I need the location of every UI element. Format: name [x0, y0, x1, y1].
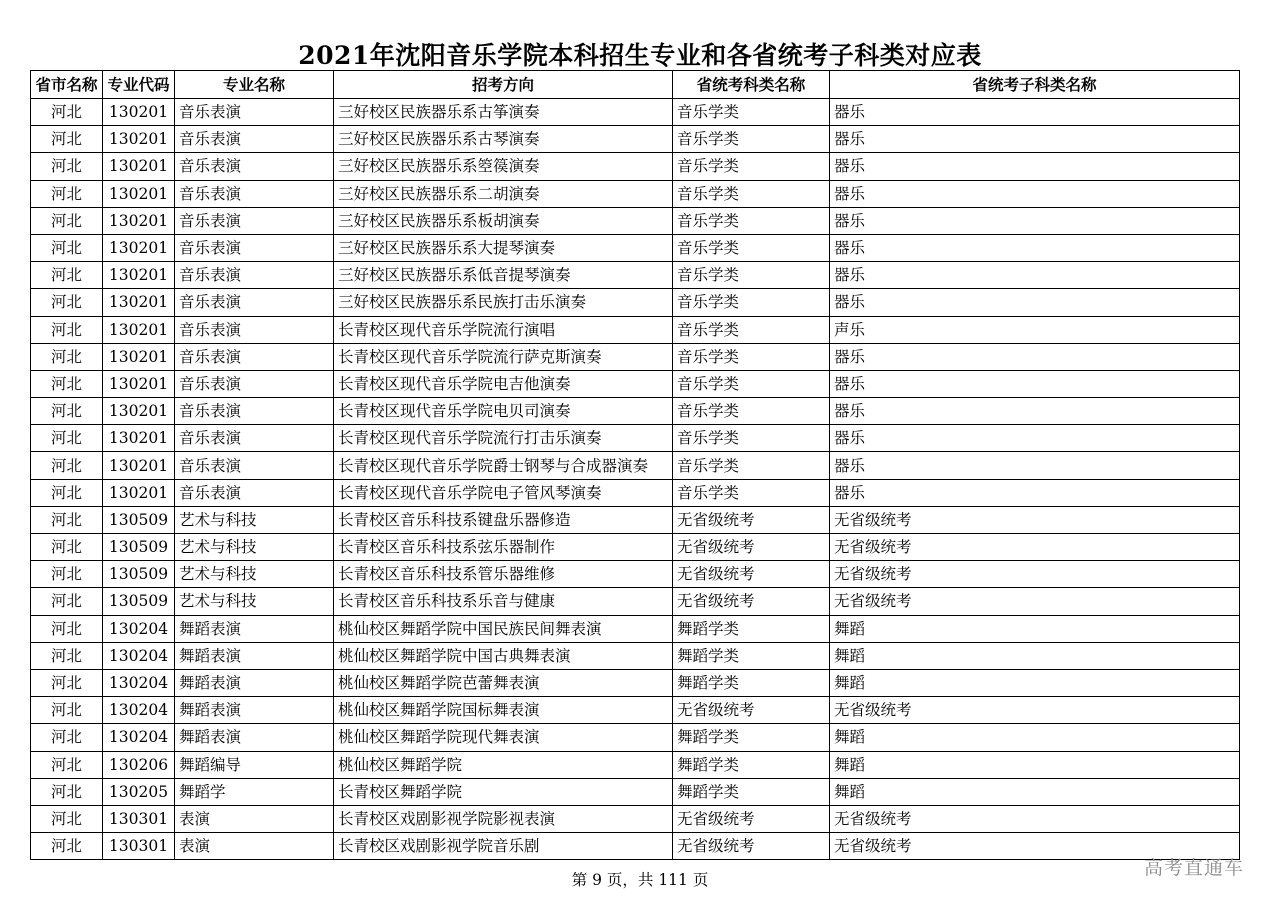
cell-major-code: 130201 [103, 234, 175, 261]
cell-major-name: 音乐表演 [175, 425, 334, 452]
cell-exam-subcategory: 无省级统考 [830, 697, 1240, 724]
document-title: 2021年沈阳音乐学院本科招生专业和各省统考子科类对应表 [298, 41, 982, 70]
cell-major-name: 音乐表演 [175, 234, 334, 261]
cell-direction: 长青校区现代音乐学院流行打击乐演奏 [334, 425, 673, 452]
cell-exam-subcategory: 器乐 [830, 126, 1240, 153]
cell-exam-subcategory: 舞蹈 [830, 751, 1240, 778]
cell-exam-category: 无省级统考 [673, 697, 830, 724]
cell-province: 河北 [31, 669, 103, 696]
cell-exam-subcategory: 器乐 [830, 180, 1240, 207]
cell-major-code: 130509 [103, 506, 175, 533]
cell-exam-category: 无省级统考 [673, 588, 830, 615]
cell-province: 河北 [31, 697, 103, 724]
cell-major-name: 艺术与科技 [175, 534, 334, 561]
cell-direction: 桃仙校区舞蹈学院芭蕾舞表演 [334, 669, 673, 696]
table-row [31, 751, 1240, 778]
cell-province: 河北 [31, 642, 103, 669]
table-row [31, 370, 1240, 397]
admissions-table [30, 70, 1240, 860]
cell-major-code: 130201 [103, 316, 175, 343]
table-row [31, 207, 1240, 234]
cell-exam-subcategory: 器乐 [830, 289, 1240, 316]
cell-major-code: 130201 [103, 452, 175, 479]
cell-direction: 桃仙校区舞蹈学院 [334, 751, 673, 778]
cell-exam-subcategory: 舞蹈 [830, 615, 1240, 642]
page-number: 第 9 页，共 111 页 [571, 871, 709, 889]
table-row [31, 669, 1240, 696]
cell-major-name: 音乐表演 [175, 289, 334, 316]
cell-exam-subcategory: 舞蹈 [830, 669, 1240, 696]
cell-direction: 桃仙校区舞蹈学院中国民族民间舞表演 [334, 615, 673, 642]
table-row [31, 833, 1240, 860]
cell-exam-category: 音乐学类 [673, 262, 830, 289]
cell-major-name: 舞蹈表演 [175, 615, 334, 642]
cell-exam-subcategory: 器乐 [830, 262, 1240, 289]
table-row [31, 99, 1240, 126]
cell-major-code: 130201 [103, 153, 175, 180]
cell-province: 河北 [31, 506, 103, 533]
cell-exam-category: 无省级统考 [673, 805, 830, 832]
cell-exam-category: 音乐学类 [673, 316, 830, 343]
cell-major-name: 音乐表演 [175, 262, 334, 289]
cell-major-name: 表演 [175, 833, 334, 860]
cell-direction: 长青校区现代音乐学院流行萨克斯演奏 [334, 343, 673, 370]
cell-major-code: 130301 [103, 833, 175, 860]
cell-direction: 长青校区现代音乐学院爵士钢琴与合成器演奏 [334, 452, 673, 479]
cell-exam-category: 音乐学类 [673, 343, 830, 370]
cell-exam-category: 音乐学类 [673, 180, 830, 207]
table-row [31, 778, 1240, 805]
cell-major-code: 130204 [103, 669, 175, 696]
cell-exam-subcategory: 无省级统考 [830, 506, 1240, 533]
cell-exam-category: 无省级统考 [673, 534, 830, 561]
cell-exam-subcategory: 器乐 [830, 207, 1240, 234]
cell-exam-category: 音乐学类 [673, 126, 830, 153]
cell-exam-category: 音乐学类 [673, 207, 830, 234]
cell-direction: 三好校区民族器乐系大提琴演奏 [334, 234, 673, 261]
cell-exam-subcategory: 器乐 [830, 452, 1240, 479]
table-row [31, 262, 1240, 289]
cell-exam-subcategory: 舞蹈 [830, 778, 1240, 805]
table-row [31, 697, 1240, 724]
cell-major-code: 130201 [103, 207, 175, 234]
cell-direction: 长青校区音乐科技系管乐器维修 [334, 561, 673, 588]
cell-exam-category: 音乐学类 [673, 99, 830, 126]
cell-major-code: 130201 [103, 289, 175, 316]
table-row [31, 425, 1240, 452]
cell-major-code: 130201 [103, 479, 175, 506]
cell-direction: 三好校区民族器乐系古筝演奏 [334, 99, 673, 126]
cell-province: 河北 [31, 316, 103, 343]
cell-major-code: 130201 [103, 262, 175, 289]
table-row [31, 316, 1240, 343]
table-row [31, 561, 1240, 588]
header-major-name: 专业名称 [175, 71, 334, 99]
cell-exam-subcategory: 无省级统考 [830, 588, 1240, 615]
table-row [31, 642, 1240, 669]
table-row [31, 126, 1240, 153]
cell-major-name: 舞蹈表演 [175, 669, 334, 696]
cell-province: 河北 [31, 262, 103, 289]
cell-exam-subcategory: 无省级统考 [830, 561, 1240, 588]
cell-major-code: 130509 [103, 561, 175, 588]
cell-major-name: 艺术与科技 [175, 588, 334, 615]
cell-exam-subcategory: 器乐 [830, 425, 1240, 452]
cell-major-name: 舞蹈编导 [175, 751, 334, 778]
cell-province: 河北 [31, 615, 103, 642]
cell-direction: 长青校区音乐科技系弦乐器制作 [334, 534, 673, 561]
cell-province: 河北 [31, 126, 103, 153]
table-row [31, 534, 1240, 561]
cell-exam-subcategory: 舞蹈 [830, 724, 1240, 751]
cell-province: 河北 [31, 778, 103, 805]
cell-major-name: 音乐表演 [175, 316, 334, 343]
cell-exam-category: 舞蹈学类 [673, 751, 830, 778]
cell-exam-subcategory: 器乐 [830, 398, 1240, 425]
header-direction: 招考方向 [334, 71, 673, 99]
cell-major-name: 音乐表演 [175, 452, 334, 479]
cell-direction: 桃仙校区舞蹈学院现代舞表演 [334, 724, 673, 751]
cell-direction: 桃仙校区舞蹈学院国标舞表演 [334, 697, 673, 724]
cell-province: 河北 [31, 534, 103, 561]
watermark-text: 高考直通车 [1144, 857, 1245, 879]
cell-major-name: 音乐表演 [175, 126, 334, 153]
cell-major-code: 130206 [103, 751, 175, 778]
cell-province: 河北 [31, 234, 103, 261]
cell-major-code: 130201 [103, 370, 175, 397]
cell-direction: 长青校区戏剧影视学院影视表演 [334, 805, 673, 832]
cell-province: 河北 [31, 561, 103, 588]
cell-major-name: 舞蹈表演 [175, 697, 334, 724]
cell-exam-category: 音乐学类 [673, 370, 830, 397]
cell-province: 河北 [31, 153, 103, 180]
cell-exam-category: 音乐学类 [673, 289, 830, 316]
cell-province: 河北 [31, 805, 103, 832]
cell-major-name: 音乐表演 [175, 370, 334, 397]
cell-province: 河北 [31, 588, 103, 615]
cell-major-name: 艺术与科技 [175, 561, 334, 588]
cell-major-code: 130205 [103, 778, 175, 805]
table-body [31, 99, 1240, 860]
cell-major-code: 130204 [103, 615, 175, 642]
cell-exam-subcategory: 舞蹈 [830, 642, 1240, 669]
cell-direction: 长青校区戏剧影视学院音乐剧 [334, 833, 673, 860]
cell-exam-subcategory: 无省级统考 [830, 805, 1240, 832]
cell-direction: 长青校区音乐科技系乐音与健康 [334, 588, 673, 615]
cell-exam-category: 音乐学类 [673, 479, 830, 506]
cell-exam-category: 舞蹈学类 [673, 615, 830, 642]
cell-exam-subcategory: 无省级统考 [830, 833, 1240, 860]
table-row [31, 479, 1240, 506]
cell-province: 河北 [31, 724, 103, 751]
cell-major-name: 艺术与科技 [175, 506, 334, 533]
table-row [31, 398, 1240, 425]
table-row [31, 343, 1240, 370]
cell-direction: 三好校区民族器乐系板胡演奏 [334, 207, 673, 234]
cell-major-code: 130509 [103, 534, 175, 561]
cell-exam-category: 舞蹈学类 [673, 642, 830, 669]
cell-major-name: 舞蹈学 [175, 778, 334, 805]
cell-major-name: 表演 [175, 805, 334, 832]
cell-province: 河北 [31, 751, 103, 778]
cell-major-code: 130201 [103, 398, 175, 425]
cell-major-name: 音乐表演 [175, 207, 334, 234]
cell-exam-category: 音乐学类 [673, 425, 830, 452]
header-province: 省市名称 [31, 71, 103, 99]
cell-direction: 长青校区舞蹈学院 [334, 778, 673, 805]
cell-major-name: 音乐表演 [175, 153, 334, 180]
table-row [31, 234, 1240, 261]
cell-major-name: 舞蹈表演 [175, 642, 334, 669]
cell-exam-category: 无省级统考 [673, 833, 830, 860]
cell-exam-subcategory: 器乐 [830, 370, 1240, 397]
cell-major-name: 音乐表演 [175, 479, 334, 506]
cell-direction: 长青校区现代音乐学院电吉他演奏 [334, 370, 673, 397]
cell-major-code: 130201 [103, 343, 175, 370]
cell-exam-subcategory: 器乐 [830, 99, 1240, 126]
table-row [31, 724, 1240, 751]
cell-major-code: 130201 [103, 99, 175, 126]
cell-exam-category: 舞蹈学类 [673, 724, 830, 751]
cell-exam-subcategory: 器乐 [830, 153, 1240, 180]
table-row [31, 289, 1240, 316]
cell-exam-subcategory: 器乐 [830, 234, 1240, 261]
cell-province: 河北 [31, 398, 103, 425]
cell-province: 河北 [31, 452, 103, 479]
table-row [31, 588, 1240, 615]
cell-province: 河北 [31, 207, 103, 234]
cell-direction: 桃仙校区舞蹈学院中国古典舞表演 [334, 642, 673, 669]
cell-province: 河北 [31, 425, 103, 452]
cell-exam-category: 舞蹈学类 [673, 669, 830, 696]
cell-exam-category: 无省级统考 [673, 506, 830, 533]
cell-direction: 三好校区民族器乐系箜篌演奏 [334, 153, 673, 180]
cell-major-name: 音乐表演 [175, 99, 334, 126]
cell-direction: 三好校区民族器乐系民族打击乐演奏 [334, 289, 673, 316]
cell-major-name: 音乐表演 [175, 398, 334, 425]
cell-exam-category: 音乐学类 [673, 452, 830, 479]
cell-exam-subcategory: 器乐 [830, 479, 1240, 506]
table-row [31, 805, 1240, 832]
header-exam-category: 省统考科类名称 [673, 71, 830, 99]
cell-exam-category: 无省级统考 [673, 561, 830, 588]
header-exam-subcategory: 省统考子科类名称 [830, 71, 1240, 99]
cell-province: 河北 [31, 343, 103, 370]
cell-province: 河北 [31, 289, 103, 316]
cell-major-code: 130301 [103, 805, 175, 832]
cell-major-code: 130509 [103, 588, 175, 615]
cell-major-code: 130204 [103, 697, 175, 724]
cell-direction: 长青校区现代音乐学院电贝司演奏 [334, 398, 673, 425]
cell-major-name: 舞蹈表演 [175, 724, 334, 751]
header-major-code: 专业代码 [103, 71, 175, 99]
cell-direction: 三好校区民族器乐系低音提琴演奏 [334, 262, 673, 289]
cell-province: 河北 [31, 99, 103, 126]
table-row [31, 180, 1240, 207]
cell-exam-category: 音乐学类 [673, 234, 830, 261]
cell-exam-subcategory: 声乐 [830, 316, 1240, 343]
cell-direction: 三好校区民族器乐系古琴演奏 [334, 126, 673, 153]
cell-major-code: 130204 [103, 642, 175, 669]
cell-province: 河北 [31, 180, 103, 207]
cell-direction: 长青校区音乐科技系键盘乐器修造 [334, 506, 673, 533]
cell-major-code: 130201 [103, 180, 175, 207]
table-row [31, 615, 1240, 642]
cell-major-code: 130201 [103, 425, 175, 452]
cell-exam-category: 音乐学类 [673, 153, 830, 180]
cell-direction: 长青校区现代音乐学院电子管风琴演奏 [334, 479, 673, 506]
table-row [31, 153, 1240, 180]
table-row [31, 506, 1240, 533]
table-header-row [31, 71, 1240, 99]
cell-exam-category: 舞蹈学类 [673, 778, 830, 805]
cell-major-name: 音乐表演 [175, 343, 334, 370]
cell-direction: 长青校区现代音乐学院流行演唱 [334, 316, 673, 343]
cell-direction: 三好校区民族器乐系二胡演奏 [334, 180, 673, 207]
cell-major-code: 130204 [103, 724, 175, 751]
cell-exam-subcategory: 无省级统考 [830, 534, 1240, 561]
cell-province: 河北 [31, 479, 103, 506]
cell-province: 河北 [31, 370, 103, 397]
cell-major-code: 130201 [103, 126, 175, 153]
cell-major-name: 音乐表演 [175, 180, 334, 207]
cell-exam-category: 音乐学类 [673, 398, 830, 425]
table-row [31, 452, 1240, 479]
cell-exam-subcategory: 器乐 [830, 343, 1240, 370]
cell-province: 河北 [31, 833, 103, 860]
